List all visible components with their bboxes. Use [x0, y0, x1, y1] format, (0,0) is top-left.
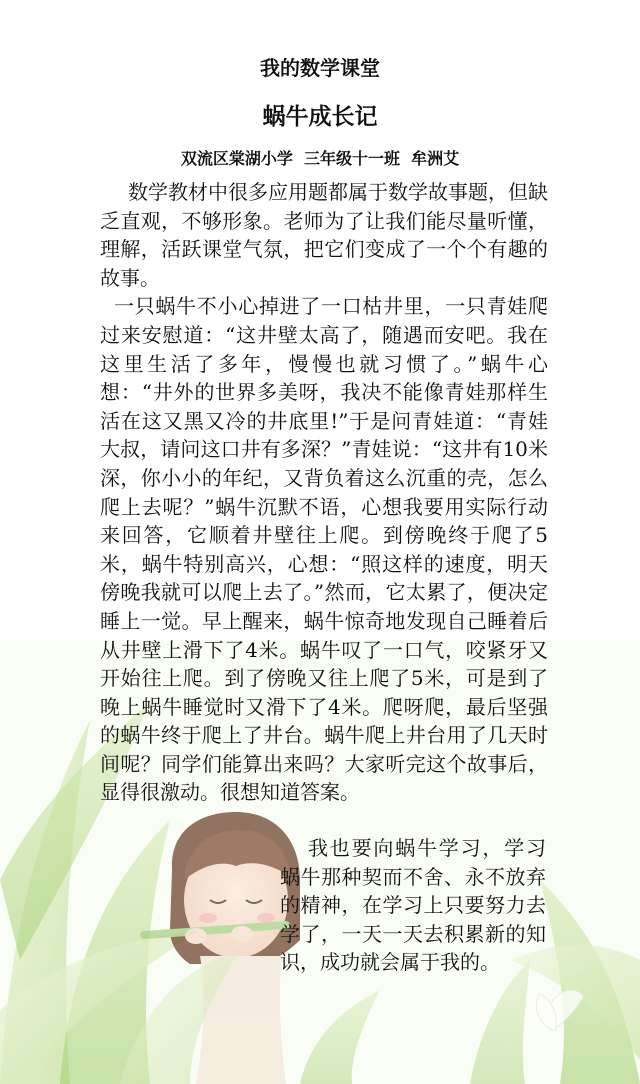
- paragraph-closing: 我也要向蜗牛学习，学习蜗牛那种契而不舍、永不放弃的精神，在学习上只要努力去学了，一天一天去积累新的知识，成功就会属于我的。: [280, 836, 546, 975]
- paragraph-story: 一只蜗牛不小心掉进了一口枯井里，一只青娃爬过来安慰道：“这井壁太高了，随遇而安吧。我在这里生活了多年，慢慢也就习惯了。”蜗牛心想：“井外的世界多美呀，我决不能像青娃那样生活在这又黑又冷的井底里!”于是问青娃道：“青娃大叔，请问这口井有多深？”青娃说：“这井有10米深，你小小的年纪，又背负着这么沉重的壳，怎么爬上去呢？”蜗牛沉默不语，心想我要用实际行动来回答，它顺着井壁往上爬。到傍晚终于爬了5米，蜗牛特别高兴，心想：“照这样的速度，明天傍晚我就可以爬上去了。”然而，它太累了，便决定睡上一觉。早上醒来，蜗牛惊奇地发现自己睡着后从井壁上滑下了4米。蜗牛叹了一口气，咬紧牙又开始往上爬。到了傍晚又往上爬了5米，可是到了晚上蜗牛睡觉时又滑下了4米。爬呀爬，最后坚强的蜗牛终于爬上了井台。蜗牛爬上井台用了几天时间呢？同学们能算出来吗？大家听完这个故事后，显得很激动。很想知道答案。: [100, 294, 548, 805]
- paragraph-intro: 数学教材中很多应用题都属于数学故事题，但缺乏直观，不够形象。老师为了让我们能尽量听懂，理解，活跃课堂气氛，把它们变成了一个个有趣的故事。: [100, 180, 548, 290]
- author-byline: 双流区棠湖小学 三年级十一班 牟洲艾: [180, 149, 460, 168]
- page-title: 蜗牛成长记: [262, 104, 378, 130]
- section-title: 我的数学课堂: [260, 56, 380, 80]
- article-body: [100, 178, 548, 807]
